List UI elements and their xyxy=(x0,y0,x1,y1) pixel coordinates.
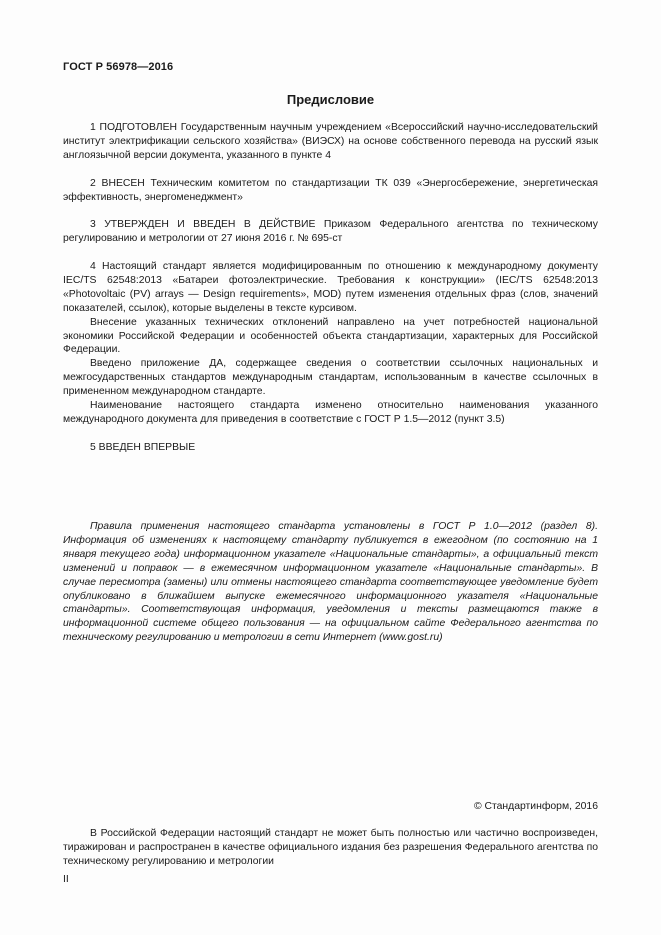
note-text: Правила применения настоящего стандарта установлены в ГОСТ Р 1.0—2012 (раздел 8). Информация об изменениях к настоящему стандарту публикуется в ежегодном (по состоянию на 1 января текущего года) информационном указателе «Национальные стандарты», а официальный текст изменений и поправок — в ежемесячном информационном указателе «Национальные стандарты». В случае пересмотра (замены) или отмены настоящего стандарта соответствующее уведомление будет опубликовано в ближайшем выпуске ежемесячного информационного указателя «Национальные стандарты». Соответствующая информация, уведомления и тексты размещаются также в информационной системе общего пользования — на официальном сайте Федерального агентства по техническому регулированию и метрологии в сети Интернет (www.gost.ru) xyxy=(63,521,598,644)
section-2: 2 ВНЕСЕН Техническим комитетом по стандартизации ТК 039 «Энергосбережение, энергетическая эффективность, энергоменеджмент» xyxy=(63,177,598,203)
legal-notice xyxy=(63,827,598,869)
legal-notice-text: В Российской Федерации настоящий стандарт не может быть полностью или частично воспроизведен, тиражирован и распространен в качестве официального издания без разрешения Федерального агентства по техническому регулированию и метрологии xyxy=(63,828,598,867)
page-title: Предисловие xyxy=(286,92,375,107)
section-1: 1 ПОДГОТОВЛЕН Государственным научным учреждением «Всероссийский научно-исследовательский институт электрификации сельского хозяйства» (ВИЭСХ) на основе собственного перевода на русский язык англоязычной версии документа, указанного в пункте 4 xyxy=(63,122,598,161)
section-3: 3 УТВЕРЖДЕН И ВВЕДЕН В ДЕЙСТВИЕ Приказом Федерального агентства по техническому регулированию и метрологии от 27 июня 2016 г. № 695-ст xyxy=(63,219,598,245)
preface-body xyxy=(63,121,598,455)
standard-id-header: ГОСТ Р 56978—2016 xyxy=(63,61,174,73)
section-5: 5 ВВЕДЕН ВПЕРВЫЕ xyxy=(90,441,196,453)
section-4-paragraph: Наименование настоящего стандарта изменено относительно наименования указанного международного документа для приведения в соответствие с ГОСТ Р 1.5—2012 (пункт 3.5) xyxy=(63,400,598,425)
copyright-line: © Стандартинформ, 2016 xyxy=(473,801,598,812)
page-number: II xyxy=(63,874,69,885)
section-4: 4 Настоящий стандарт является модифицированным по отношению к международному документу IEC/TS 62548:2013 «Батареи фотоэлектрические. Требования к конструкции» (IEC/TS 62548:2013 «Photovoltaic (PV) arrays — Design requirements», MOD) путем изменения отдельных фраз (слов, значений показателей, ссылок), которые выделены в тексте курсивом. xyxy=(63,261,598,314)
section-4-paragraph: Введено приложение ДА, содержащее сведения о соответствии ссылочных национальных и межгосударственных стандартов международным стандартам, использованным в качестве ссылочных в примененном международном стандарте. xyxy=(63,358,598,398)
application-rules-note xyxy=(63,520,598,645)
section-4-paragraph: Внесение указанных технических отклонений направлено на учет потребностей национальной экономики Российской Федерации и особенностей объекта стандартизации, характерных для Российской Федерации. xyxy=(63,316,598,356)
